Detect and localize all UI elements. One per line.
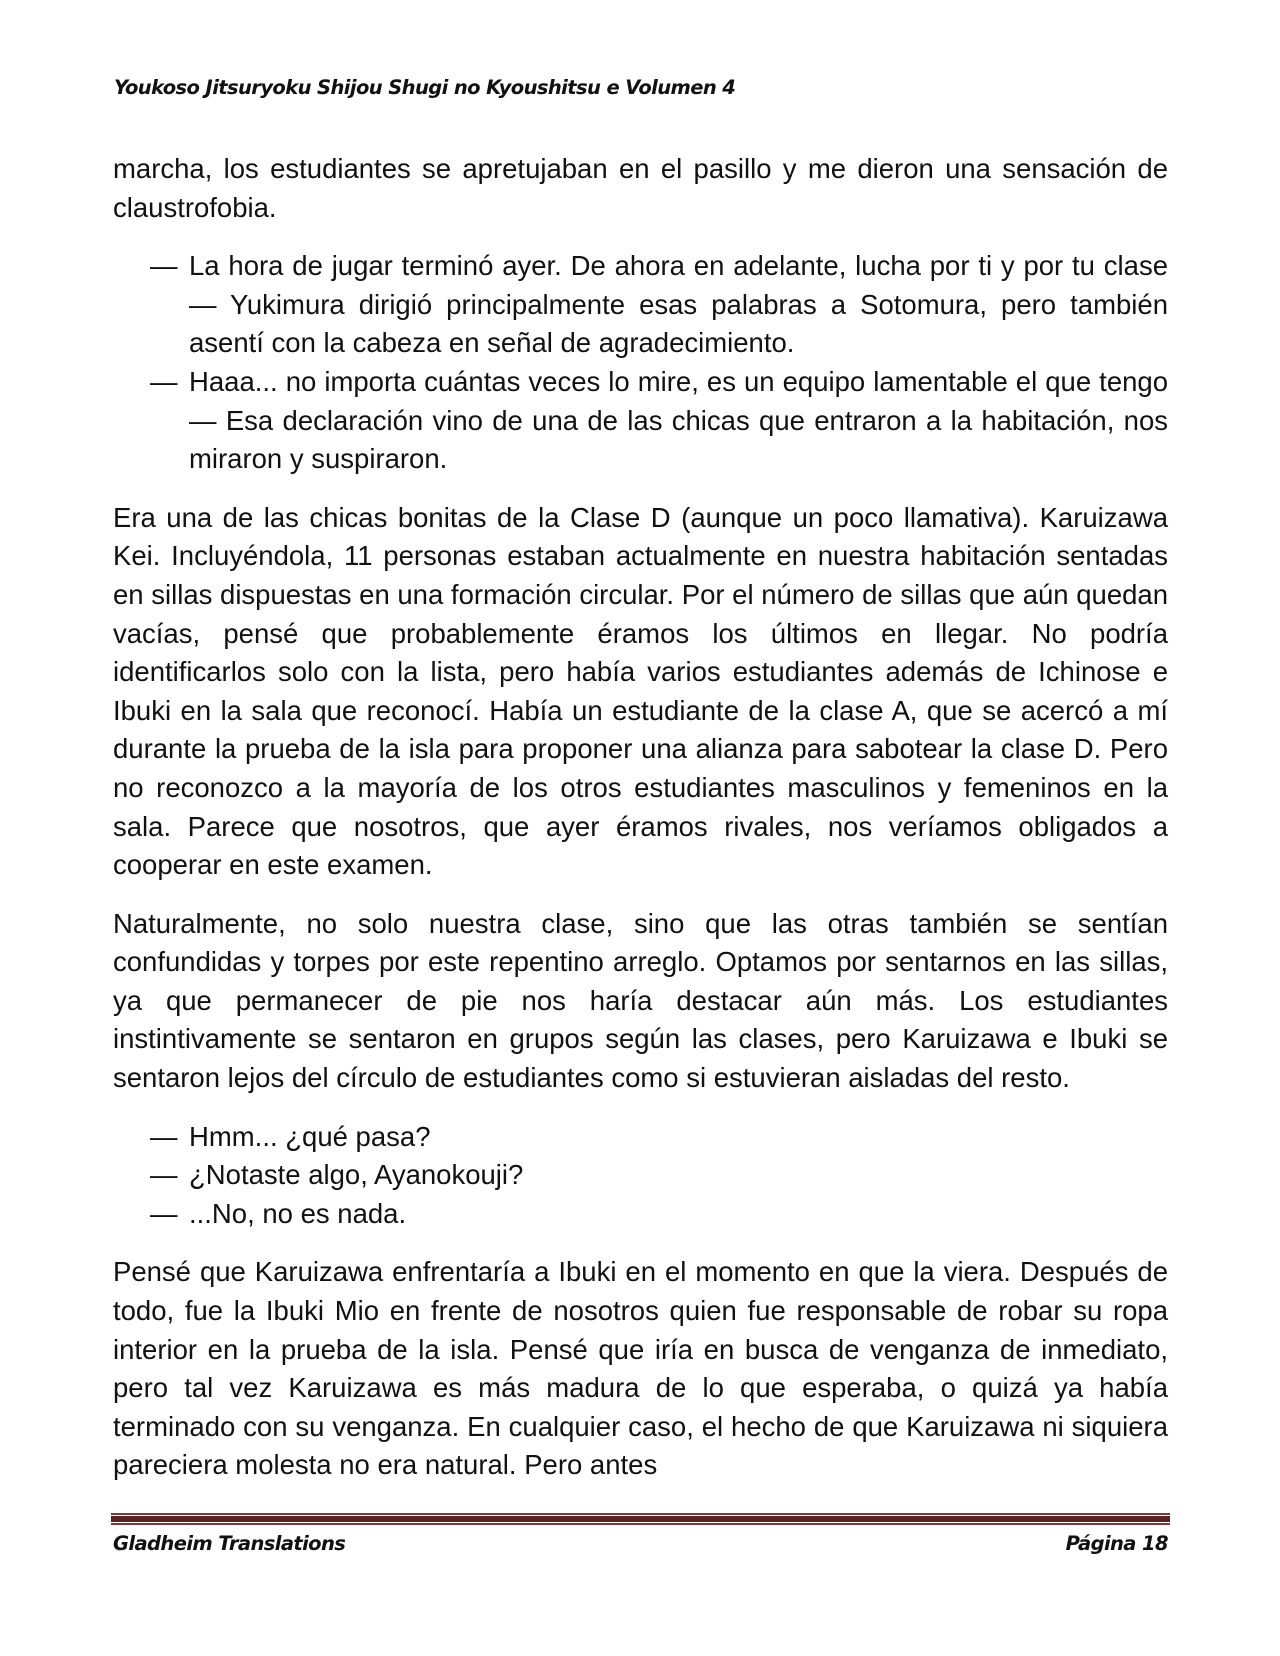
footer-divider-thin-bottom bbox=[111, 1523, 1170, 1525]
footer-divider-thin-top bbox=[111, 1513, 1170, 1515]
footer-divider-thick bbox=[111, 1516, 1170, 1522]
dialogue-line bbox=[113, 1156, 1168, 1195]
dialogue-text: ¿Notaste algo, Ayanokouji? bbox=[189, 1159, 524, 1191]
em-dash: — bbox=[150, 365, 178, 397]
em-dash: — bbox=[150, 1120, 178, 1152]
dialogue-text: Haaa... no importa cuántas veces lo mire, es un equipo lamentable el que tengo— Esa declaración vino de una de las chicas que entraron a la habitación, nos miraron y suspiraron. bbox=[189, 365, 1168, 475]
page-header-title: Youkoso Jitsuryoku Shijou Shugi no Kyoushitsu e Volumen 4 bbox=[114, 76, 736, 99]
dialogue-text: ...No, no es nada. bbox=[189, 1197, 407, 1229]
dialogue-text: Hmm... ¿qué pasa? bbox=[189, 1120, 431, 1152]
dialogue-line bbox=[113, 247, 1168, 363]
em-dash: — bbox=[150, 1159, 178, 1191]
em-dash: — bbox=[150, 1197, 178, 1229]
dialogue-block-2 bbox=[113, 1118, 1168, 1234]
paragraph-2: Era una de las chicas bonitas de la Clase D (aunque un poco llamativa). Karuizawa Kei. Incluyéndola, 11 personas estaban actualmente en nuestra habitación sentadas en sillas dispuestas en una formación circular. Por el número de sillas que aún quedan vacías, pensé que probablemente éramos los últimos en llegar. No podría identificarlos solo con la lista, pero había varios estudiantes además de Ichinose e Ibuki en la sala que reconocí. Había un estudiante de la clase A, que se acercó a mí durante la prueba de la isla para proponer una alianza para sabotear la clase D. Pero no reconozco a la mayoría de los otros estudiantes masculinos y femeninos en la sala. Parece que nosotros, que ayer éramos rivales, nos veríamos obligados a cooperar en este examen. bbox=[113, 501, 1168, 881]
dialogue-block-1 bbox=[113, 247, 1168, 479]
paragraph-4: Pensé que Karuizawa enfrentaría a Ibuki en el momento en que la viera. Después de todo, fue la Ibuki Mio en frente de nosotros quien fue responsable de robar su ropa interior en la prueba de la isla. Pensé que iría en busca de venganza de inmediato, pero tal vez Karuizawa es más madura de lo que esperaba, o quizá ya había terminado con su venganza. En cualquier caso, el hecho de que Karuizawa ni siquiera pareciera molesta no era natural. Pero antes bbox=[113, 1256, 1168, 1481]
dialogue-line bbox=[113, 1118, 1168, 1157]
paragraph-1: marcha, los estudiantes se apretujaban en el pasillo y me dieron una sensación de claustrofobia. bbox=[113, 153, 1168, 223]
dialogue-line bbox=[113, 363, 1168, 479]
em-dash: — bbox=[150, 250, 178, 282]
footer-divider bbox=[111, 1513, 1170, 1525]
page-number: Página 18 bbox=[1065, 1532, 1168, 1555]
dialogue-line bbox=[113, 1195, 1168, 1234]
dialogue-text: La hora de jugar terminó ayer. De ahora en adelante, lucha por ti y por tu clase— Yukimura dirigió principalmente esas palabras a Sotomura, pero también asentí con la cabeza en señal de agradecimiento. bbox=[189, 250, 1168, 359]
footer-publisher: Gladheim Translations bbox=[113, 1532, 346, 1555]
paragraph-3: Naturalmente, no solo nuestra clase, sino que las otras también se sentían confundidas y torpes por este repentino arreglo. Optamos por sentarnos en las sillas, ya que permanecer de pie nos haría destacar aún más. Los estudiantes instintivamente se sentaron en grupos según las clases, pero Karuizawa e Ibuki se sentaron lejos del círculo de estudiantes como si estuvieran aisladas del resto. bbox=[113, 907, 1168, 1094]
page-body bbox=[113, 150, 1168, 1505]
page-footer bbox=[113, 1532, 1168, 1555]
